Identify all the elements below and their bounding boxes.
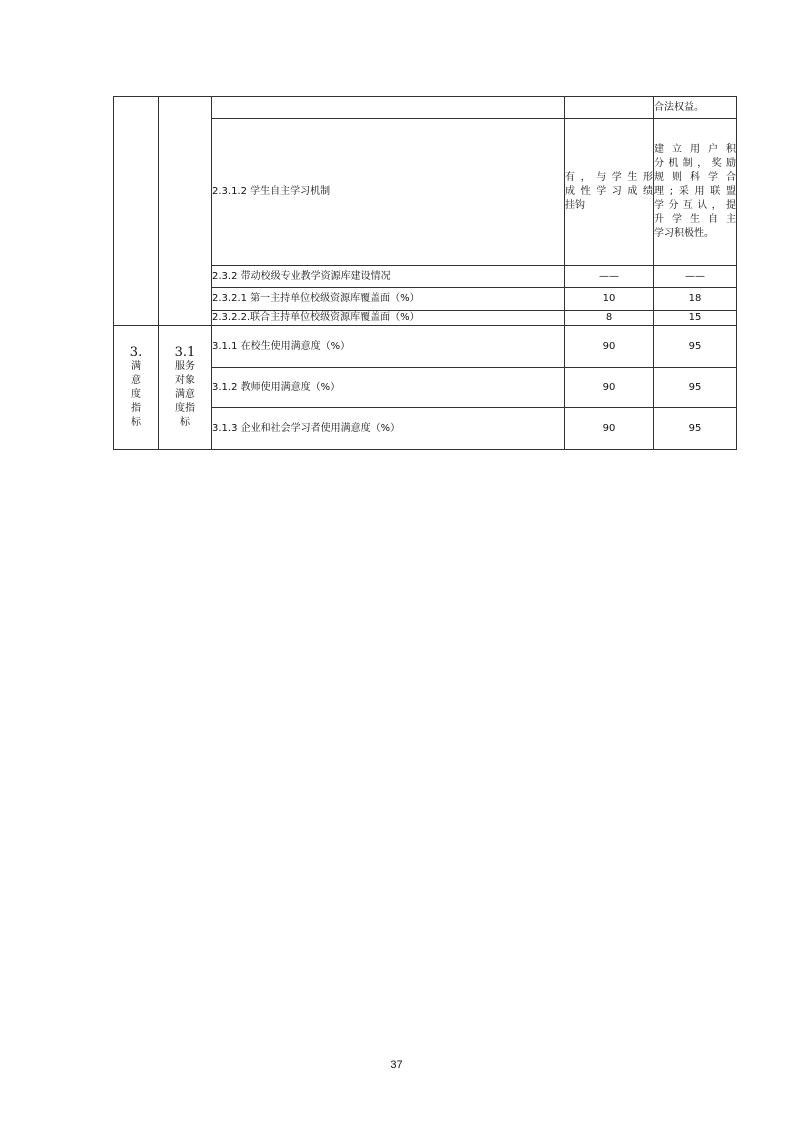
- level2-category: 3.1 服务 对象 满意 度指 标: [159, 326, 212, 450]
- indicator-cell: 2.3.2 带动校级专业教学资源库建设情况: [212, 266, 565, 288]
- value1-cell: [565, 97, 654, 119]
- indicator-cell: 3.1.3 企业和社会学习者使用满意度（%）: [212, 408, 565, 450]
- value2-cell: 95: [654, 408, 737, 450]
- value2-cell: 18: [654, 288, 737, 311]
- value2-cell: 95: [654, 368, 737, 408]
- value2-cell: 建立用户积 分机制，奖励 规则科学合 理;采用联盟 学分互认，提 升学生自主 学习积极性。: [654, 119, 737, 266]
- value2-cell: 15: [654, 311, 737, 326]
- value1-cell: ——: [565, 266, 654, 288]
- indicator-cell: 3.1.2 教师使用满意度（%）: [212, 368, 565, 408]
- indicator-table: [113, 96, 737, 450]
- value1-cell: 90: [565, 326, 654, 368]
- value1-cell: 90: [565, 368, 654, 408]
- value1-cell: 90: [565, 408, 654, 450]
- indicator-cell: 3.1.1 在校生使用满意度（%）: [212, 326, 565, 368]
- indicator-cell: 2.3.1.2 学生自主学习机制: [212, 119, 565, 266]
- table-row: [114, 326, 737, 368]
- value2-cell: 合法权益。: [654, 97, 737, 119]
- page-number: 37: [390, 1059, 403, 1071]
- indicator-cell: 2.3.2.2.联合主持单位校级资源库覆盖面（%）: [212, 311, 565, 326]
- level1-category: 3. 满 意 度 指 标: [114, 326, 159, 450]
- indicator-cell: [212, 97, 565, 119]
- value1-cell: 有，与学生形 成性学习成绩 挂钩: [565, 119, 654, 266]
- table-row: [114, 97, 737, 119]
- value2-cell: ——: [654, 266, 737, 288]
- level1-cell-empty: [114, 97, 159, 326]
- level2-cell-empty: [159, 97, 212, 326]
- value1-cell: 8: [565, 311, 654, 326]
- indicator-cell: 2.3.2.1 第一主持单位校级资源库覆盖面（%）: [212, 288, 565, 311]
- value2-cell: 95: [654, 326, 737, 368]
- value1-cell: 10: [565, 288, 654, 311]
